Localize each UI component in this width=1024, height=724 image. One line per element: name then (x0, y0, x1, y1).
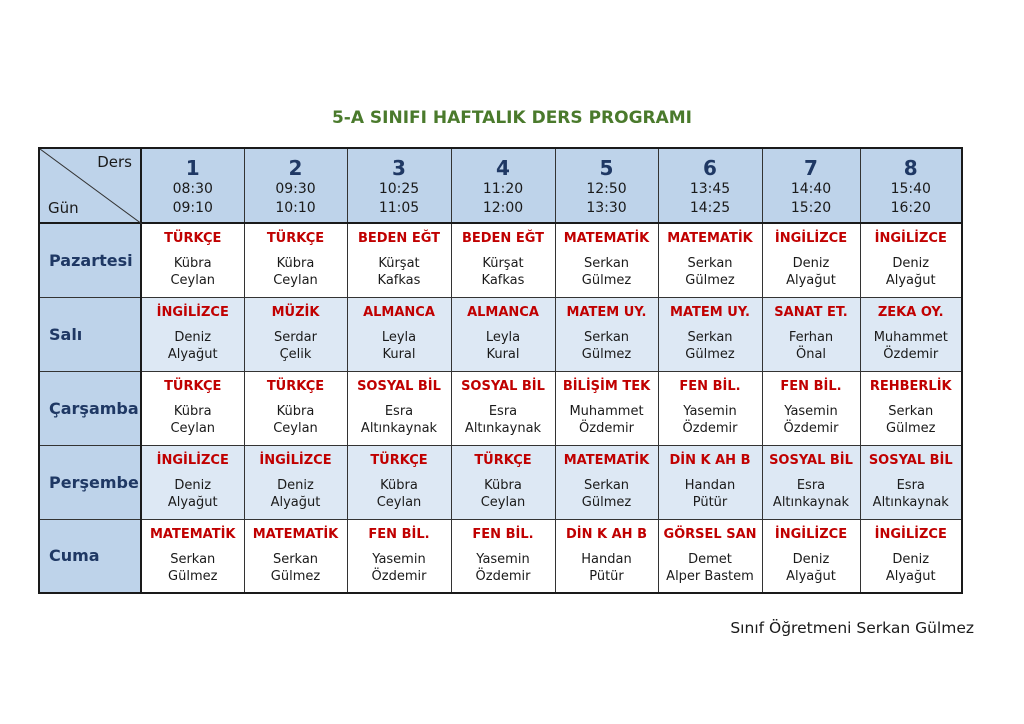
subject: SANAT ET. (774, 305, 848, 320)
day-name: Perşembe (49, 472, 139, 492)
period-start: 09:30 (275, 180, 316, 197)
teacher-last: Özdemir (883, 347, 939, 362)
lesson-cell (451, 445, 555, 519)
subject: SOSYAL BİL (769, 453, 853, 468)
lesson-cell (555, 371, 658, 445)
teacher-first: Deniz (892, 551, 930, 567)
teacher-last: Özdemir (682, 421, 738, 436)
lesson-cell (244, 519, 347, 593)
lesson-cell (860, 223, 962, 297)
period-header (860, 148, 962, 223)
subject: TÜRKÇE (164, 231, 222, 247)
lesson-cell (555, 297, 658, 371)
lesson-cell (762, 519, 860, 593)
teacher-first: Demet (688, 551, 732, 567)
day-label-cell (39, 519, 141, 593)
subject: BEDEN EĞT (461, 231, 545, 247)
corner-gun-label: Gün (48, 199, 79, 217)
day-label-cell (39, 223, 141, 297)
corner-cell (39, 148, 141, 223)
teacher-first: Serkan (687, 256, 733, 272)
lesson-cell (141, 445, 244, 519)
subject: FEN BİL. (780, 379, 842, 394)
period-end: 15:20 (790, 199, 832, 216)
period-end: 16:20 (890, 199, 931, 216)
teacher-first: Kürşat (482, 256, 524, 272)
teacher-first: Serkan (888, 404, 934, 419)
corner-ders-label: Ders (97, 153, 132, 171)
subject: İNGİLİZCE (774, 526, 848, 542)
period-start: 15:40 (890, 180, 931, 197)
teacher-first: Yasemin (372, 551, 426, 567)
lesson-cell (658, 519, 762, 593)
lesson-cell (658, 371, 762, 445)
teacher-first: Esra (488, 404, 518, 419)
teacher-last: Gülmez (581, 495, 632, 510)
subject: GÖRSEL SAN (663, 526, 757, 542)
teacher-first: Esra (384, 404, 414, 419)
subject: TÜRKÇE (266, 231, 325, 247)
lesson-cell (658, 445, 762, 519)
lesson-cell (141, 297, 244, 371)
subject: SOSYAL BİL (868, 453, 953, 468)
teacher-last: Altınkaynak (772, 495, 850, 510)
teacher-first: Kübra (484, 478, 522, 493)
day-label-cell (39, 297, 141, 371)
subject: MÜZİK (271, 305, 320, 320)
teacher-last: Gülmez (270, 568, 321, 584)
period-number: 1 (185, 155, 200, 180)
teacher-first: Deniz (792, 256, 830, 272)
period-header (141, 148, 244, 223)
teacher-first: Esra (896, 478, 925, 493)
teacher-last: Özdemir (371, 568, 427, 584)
day-name: Çarşamba (49, 398, 139, 418)
teacher-first: Handan (684, 478, 736, 493)
day-name: Pazartesi (49, 250, 133, 270)
teacher-first: Deniz (892, 256, 930, 272)
lesson-cell (141, 371, 244, 445)
teacher-last: Ceylan (273, 421, 318, 436)
subject: İNGİLİZCE (874, 231, 947, 247)
teacher-first: Leyla (485, 330, 521, 345)
teacher-first: Leyla (381, 330, 417, 345)
subject: MATEMATİK (667, 231, 753, 247)
period-end: 13:30 (586, 199, 627, 216)
period-number: 5 (599, 155, 614, 180)
teacher-first: Yasemin (784, 404, 838, 419)
subject: İNGİLİZCE (156, 305, 229, 320)
lesson-cell (451, 371, 555, 445)
subject: MATEMATİK (563, 453, 650, 468)
subject: MATEM UY. (670, 305, 750, 320)
period-end: 11:05 (378, 199, 420, 216)
period-start: 14:40 (790, 180, 832, 197)
subject: FEN BİL. (679, 379, 741, 394)
teacher-last: Alyağut (167, 347, 218, 362)
teacher-first: Kübra (173, 404, 212, 419)
teacher-last: Kural (382, 347, 416, 362)
lesson-cell (347, 223, 451, 297)
lesson-cell (244, 297, 347, 371)
period-number: 4 (496, 155, 510, 180)
lesson-cell (762, 297, 860, 371)
subject: İNGİLİZCE (156, 453, 229, 468)
subject: TÜRKÇE (266, 379, 325, 394)
teacher-last: Ceylan (376, 495, 422, 510)
period-header (762, 148, 860, 223)
teacher-last: Kafkas (377, 273, 421, 289)
teacher-first: Deniz (792, 551, 830, 567)
teacher-first: Serdar (274, 330, 317, 345)
subject: ALMANCA (467, 305, 539, 320)
teacher-last: Çelik (279, 347, 312, 362)
lesson-cell (860, 297, 962, 371)
teacher-last: Alyağut (885, 568, 936, 584)
lesson-cell (762, 371, 860, 445)
subject: TÜRKÇE (474, 453, 532, 468)
teacher-last: Alyağut (885, 273, 936, 289)
teacher-last: Kural (486, 347, 520, 362)
lesson-cell (860, 371, 962, 445)
subject: İNGİLİZCE (874, 526, 947, 542)
period-start: 08:30 (172, 180, 213, 197)
day-row-carsamba (39, 371, 962, 445)
subject: BEDEN EĞT (357, 231, 441, 247)
teacher-first: Handan (581, 551, 632, 567)
period-header (244, 148, 347, 223)
teacher-first: Deniz (174, 330, 212, 345)
teacher-last: Altınkaynak (872, 495, 949, 510)
subject: MATEMATİK (563, 231, 650, 247)
subject: TÜRKÇE (370, 453, 428, 468)
subject: SOSYAL BİL (461, 379, 545, 394)
lesson-cell (141, 519, 244, 593)
lesson-cell (244, 223, 347, 297)
header-row (39, 148, 962, 223)
teacher-first: Muhammet (873, 330, 948, 345)
teacher-last: Ceylan (273, 273, 318, 289)
subject: REHBERLİK (869, 379, 952, 394)
period-number: 6 (703, 155, 717, 180)
teacher-last: Alper Bastem (666, 568, 754, 584)
period-header (347, 148, 451, 223)
teacher-last: Gülmez (886, 421, 936, 436)
subject: MATEMATİK (149, 526, 236, 542)
day-row-sali (39, 297, 962, 371)
subject: FEN BİL. (368, 526, 430, 542)
teacher-last: Ceylan (170, 273, 216, 289)
teacher-first: Serkan (687, 330, 733, 345)
lesson-cell (762, 445, 860, 519)
day-row-cuma (39, 519, 962, 593)
period-number: 3 (392, 155, 406, 180)
teacher-last: Gülmez (581, 273, 632, 289)
teacher-last: Ceylan (480, 495, 526, 510)
lesson-cell (658, 297, 762, 371)
lesson-cell (555, 519, 658, 593)
period-start: 11:20 (482, 180, 524, 197)
teacher-first: Serkan (170, 551, 216, 567)
lesson-cell (347, 371, 451, 445)
period-end: 14:25 (689, 199, 731, 216)
subject: ALMANCA (363, 305, 435, 320)
subject: MATEMATİK (252, 526, 339, 542)
period-number: 2 (288, 155, 303, 180)
subject: DİN K AH B (565, 526, 647, 542)
page-title: 5-A SINIFI HAFTALIK DERS PROGRAMI (331, 108, 693, 128)
teacher-last: Altınkaynak (464, 421, 542, 436)
period-header (451, 148, 555, 223)
teacher-first: Kübra (276, 256, 315, 272)
day-label-cell (39, 445, 141, 519)
lesson-cell (347, 445, 451, 519)
teacher-first: Serkan (583, 478, 630, 493)
teacher-first: Esra (796, 478, 826, 493)
subject: İNGİLİZCE (259, 453, 332, 468)
period-header (555, 148, 658, 223)
teacher-first: Kübra (276, 404, 315, 419)
teacher-last: Alyağut (270, 495, 321, 510)
teacher-last: Kafkas (481, 273, 525, 289)
teacher-first: Ferhan (788, 330, 834, 345)
teacher-first: Serkan (583, 256, 630, 272)
lesson-cell (141, 223, 244, 297)
subject: SOSYAL BİL (357, 379, 441, 394)
teacher-last: Pütür (692, 495, 728, 510)
period-header (658, 148, 762, 223)
teacher-last: Alyağut (786, 568, 836, 584)
subject: ZEKA OY. (877, 305, 944, 320)
lesson-cell (244, 445, 347, 519)
subject: FEN BİL. (472, 526, 534, 542)
period-number: 7 (804, 155, 818, 180)
teacher-last: Pütür (589, 568, 624, 584)
teacher-first: Serkan (272, 551, 319, 567)
period-start: 10:25 (378, 180, 420, 197)
teacher-last: Özdemir (783, 421, 839, 436)
lesson-cell (658, 223, 762, 297)
teacher-last: Özdemir (475, 568, 531, 584)
teacher-last: Alyağut (786, 273, 836, 289)
day-name: Cuma (49, 546, 100, 566)
lesson-cell (860, 445, 962, 519)
teacher-first: Kübra (173, 256, 212, 272)
teacher-last: Gülmez (685, 273, 735, 289)
lesson-cell (555, 223, 658, 297)
teacher-last: Gülmez (581, 347, 632, 362)
teacher-last: Altınkaynak (360, 421, 438, 436)
period-end: 10:10 (275, 199, 316, 216)
subject: MATEM UY. (566, 305, 647, 320)
teacher-signature-line: Sınıf Öğretmeni Serkan Gülmez (730, 619, 974, 637)
subject: TÜRKÇE (164, 379, 222, 394)
subject: BİLİŞİM TEK (562, 379, 651, 394)
lesson-cell (244, 371, 347, 445)
day-name: Salı (49, 324, 83, 344)
teacher-last: Alyağut (167, 495, 218, 510)
period-end: 09:10 (172, 199, 213, 216)
teacher-first: Serkan (583, 330, 630, 345)
lesson-cell (555, 445, 658, 519)
teacher-last: Gülmez (168, 568, 218, 584)
schedule-table (38, 147, 963, 594)
teacher-first: Yasemin (683, 404, 737, 419)
teacher-first: Deniz (174, 478, 212, 493)
lesson-cell (451, 223, 555, 297)
period-end: 12:00 (482, 199, 524, 216)
period-start: 13:45 (689, 180, 731, 197)
teacher-last: Önal (795, 347, 827, 362)
period-start: 12:50 (586, 180, 627, 197)
teacher-first: Deniz (277, 478, 314, 493)
lesson-cell (860, 519, 962, 593)
subject: DİN K AH B (669, 453, 751, 468)
teacher-first: Kürşat (378, 256, 420, 272)
teacher-first: Muhammet (569, 404, 644, 419)
subject: İNGİLİZCE (774, 231, 848, 247)
lesson-cell (451, 519, 555, 593)
teacher-first: Kübra (380, 478, 418, 493)
lesson-cell (451, 297, 555, 371)
lesson-cell (347, 297, 451, 371)
teacher-last: Özdemir (579, 421, 634, 436)
teacher-first: Yasemin (476, 551, 530, 567)
teacher-last: Gülmez (685, 347, 735, 362)
lesson-cell (347, 519, 451, 593)
day-row-pazartesi (39, 223, 962, 297)
period-number: 8 (903, 155, 918, 180)
lesson-cell (762, 223, 860, 297)
day-row-persembe (39, 445, 962, 519)
day-label-cell (39, 371, 141, 445)
teacher-last: Ceylan (170, 421, 216, 436)
